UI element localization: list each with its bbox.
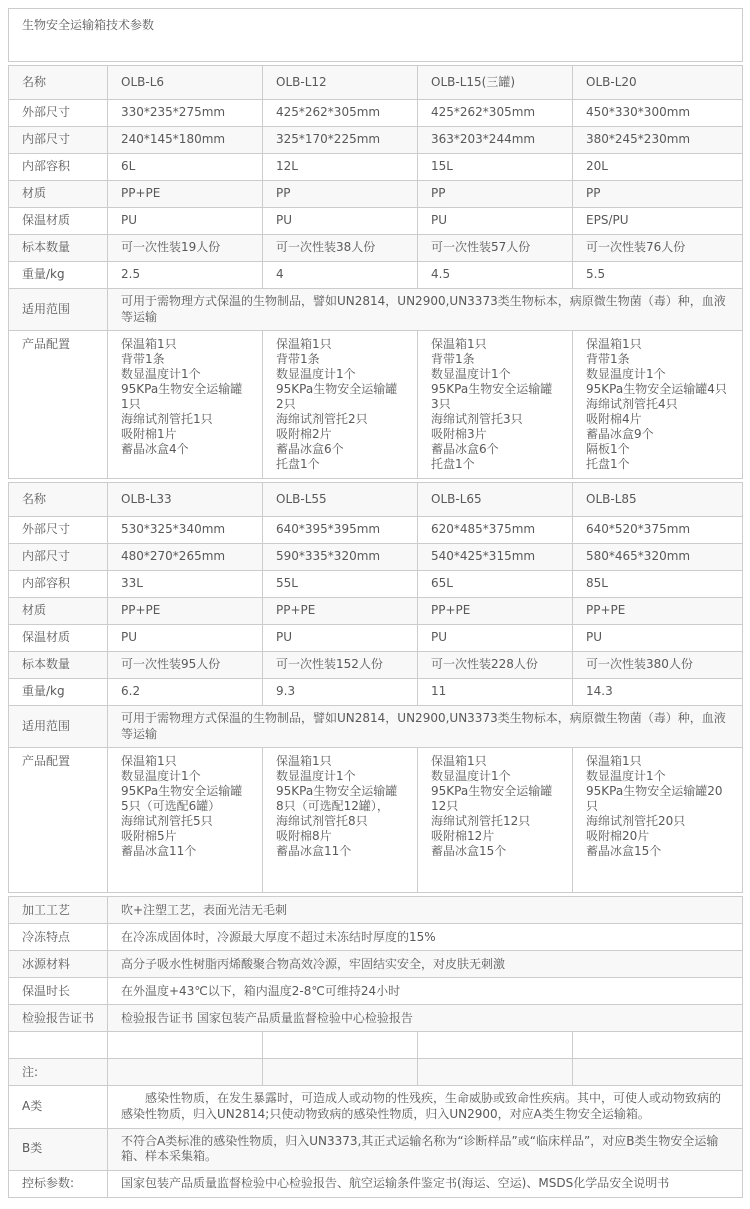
config-item: 数显温度计1个 xyxy=(431,367,511,382)
config-item: 吸附棉4片 xyxy=(586,412,642,427)
row-label-cell: 重量/kg xyxy=(9,262,108,289)
config-item: 数显温度计1个 xyxy=(276,769,356,784)
spec-table-small-models xyxy=(8,65,743,479)
table-row xyxy=(9,262,743,289)
row-label-cell: 产品配置 xyxy=(9,748,108,893)
data-cell: OLB-L12 xyxy=(263,66,418,100)
row-label-cell: 标本数量 xyxy=(9,652,108,679)
config-item: 海绵试剂管托12只 xyxy=(431,814,531,829)
data-cell: 6.2 xyxy=(108,679,263,706)
data-cell: PP xyxy=(573,181,743,208)
config-item: 数显温度计1个 xyxy=(121,367,201,382)
config-item: 保温箱1只 xyxy=(431,337,487,352)
config-item: 95KPa生物安全运输罐4只 xyxy=(586,382,727,397)
data-cell: OLB-L33 xyxy=(108,483,263,517)
config-item: 海绵试剂管托2只 xyxy=(276,412,368,427)
row-label-cell: 内部尺寸 xyxy=(9,544,108,571)
table-row xyxy=(9,208,743,235)
config-item: 保温箱1只 xyxy=(431,754,487,769)
data-cell: 2.5 xyxy=(108,262,263,289)
data-cell: PU xyxy=(418,625,573,652)
config-item: 蓄晶冰盒11个 xyxy=(121,844,197,859)
row-label-cell: 加工工艺 xyxy=(9,897,108,924)
data-cell: 85L xyxy=(573,571,743,598)
data-cell xyxy=(418,748,573,893)
data-cell: 可一次性装19人份 xyxy=(108,235,263,262)
config-item: 托盘1个 xyxy=(276,457,320,472)
config-item: 95KPa生物安全运输罐8只（可选配12罐）， xyxy=(276,784,398,814)
config-item: 保温箱1只 xyxy=(276,337,332,352)
data-cell: PP xyxy=(263,181,418,208)
data-cell xyxy=(263,1059,418,1086)
config-item: 托盘1个 xyxy=(586,457,630,472)
config-item: 95KPa生物安全运输罐20只 xyxy=(586,784,723,814)
row-label-cell: 适用范围 xyxy=(9,706,108,748)
config-item: 数显温度计1个 xyxy=(276,367,356,382)
data-cell: PP xyxy=(418,181,573,208)
row-label-cell: A类 xyxy=(9,1086,108,1128)
data-cell: 可一次性装57人份 xyxy=(418,235,573,262)
data-cell: 580*465*320mm xyxy=(573,544,743,571)
table-row xyxy=(9,571,743,598)
data-cell: OLB-L6 xyxy=(108,66,263,100)
config-item: 95KPa生物安全运输罐12只 xyxy=(431,784,553,814)
data-cell xyxy=(263,748,418,893)
data-cell xyxy=(108,1059,263,1086)
table-row xyxy=(9,625,743,652)
config-item: 蓄晶冰盒15个 xyxy=(586,844,662,859)
data-cell: 325*170*225mm xyxy=(263,127,418,154)
row-label-cell: 内部尺寸 xyxy=(9,127,108,154)
data-cell-merged: 国家包装产品质量监督检验中心检验报告、航空运输条件鉴定书(海运、空运)、MSDS化学品安全说明书 xyxy=(108,1170,743,1197)
config-item: 数显温度计1个 xyxy=(121,769,201,784)
data-cell-merged: 感染性物质，在发生暴露时，可造成人或动物的性残疾，生命威胁或致命性疾病。其中，可使人或动物致病的感染性物质，归入UN2814;只使动物致病的感染性物质，归入UN2900，对应A类生物安全运输箱。 xyxy=(108,1086,743,1128)
row-label-cell: 冷冻特点 xyxy=(9,924,108,951)
table-row xyxy=(9,181,743,208)
config-item: 吸附棉8片 xyxy=(276,829,332,844)
row-label-cell: 标本数量 xyxy=(9,235,108,262)
data-cell: 可一次性装76人份 xyxy=(573,235,743,262)
config-item: 吸附棉2片 xyxy=(276,427,332,442)
data-cell xyxy=(573,748,743,893)
config-item: 数显温度计1个 xyxy=(586,367,666,382)
table-row xyxy=(9,289,743,331)
data-cell xyxy=(573,1059,743,1086)
row-label-cell: 名称 xyxy=(9,66,108,100)
table-row xyxy=(9,100,743,127)
row-label-cell: 外部尺寸 xyxy=(9,100,108,127)
data-cell: 20L xyxy=(573,154,743,181)
row-label-cell: 保温材质 xyxy=(9,208,108,235)
data-cell: PU xyxy=(108,208,263,235)
data-cell xyxy=(573,1032,743,1059)
config-item: 数显温度计1个 xyxy=(431,769,511,784)
table-row xyxy=(9,897,743,924)
config-item: 隔板1个 xyxy=(586,442,630,457)
data-cell: 可一次性装152人份 xyxy=(263,652,418,679)
data-cell: PU xyxy=(108,625,263,652)
row-label-cell: 适用范围 xyxy=(9,289,108,331)
row-label-cell: 重量/kg xyxy=(9,679,108,706)
data-cell: 330*235*275mm xyxy=(108,100,263,127)
config-item: 吸附棉20片 xyxy=(586,829,650,844)
data-cell xyxy=(108,748,263,893)
data-cell-merged: 高分子吸水性树脂丙烯酸聚合物高效冷源，牢固结实安全，对皮肤无刺激 xyxy=(108,951,743,978)
config-item: 数显温度计1个 xyxy=(586,769,666,784)
info-table xyxy=(8,896,743,1197)
table-row xyxy=(9,9,743,62)
data-cell: OLB-L65 xyxy=(418,483,573,517)
config-item: 背带1条 xyxy=(276,352,320,367)
table-row xyxy=(9,1005,743,1032)
table-row xyxy=(9,66,743,100)
config-item: 海绵试剂管托1只 xyxy=(121,412,213,427)
data-cell: 可一次性装95人份 xyxy=(108,652,263,679)
table-row xyxy=(9,1032,743,1059)
data-cell: PU xyxy=(573,625,743,652)
data-cell: 425*262*305mm xyxy=(418,100,573,127)
data-cell xyxy=(108,1032,263,1059)
table-row xyxy=(9,154,743,181)
title-table xyxy=(8,8,743,62)
row-label-cell: 内部容积 xyxy=(9,154,108,181)
data-cell: 620*485*375mm xyxy=(418,517,573,544)
table-row xyxy=(9,748,743,893)
table-row xyxy=(9,598,743,625)
config-item: 保温箱1只 xyxy=(121,337,177,352)
config-item: 吸附棉12片 xyxy=(431,829,495,844)
data-cell: EPS/PU xyxy=(573,208,743,235)
data-cell: 55L xyxy=(263,571,418,598)
config-item: 保温箱1只 xyxy=(586,754,642,769)
config-item: 蓄晶冰盒4个 xyxy=(121,442,189,457)
table-row xyxy=(9,127,743,154)
data-cell: 640*520*375mm xyxy=(573,517,743,544)
data-cell xyxy=(263,331,418,479)
data-cell: 6L xyxy=(108,154,263,181)
data-cell: OLB-L15(三罐) xyxy=(418,66,573,100)
row-label-cell: 注: xyxy=(9,1059,108,1086)
data-cell: 12L xyxy=(263,154,418,181)
data-cell-merged: 检验报告证书 国家包装产品质量监督检验中心检验报告 xyxy=(108,1005,743,1032)
table-row xyxy=(9,679,743,706)
data-cell xyxy=(263,1032,418,1059)
data-cell: 380*245*230mm xyxy=(573,127,743,154)
data-cell: 4 xyxy=(263,262,418,289)
data-cell: 640*395*395mm xyxy=(263,517,418,544)
config-item: 背带1条 xyxy=(431,352,475,367)
table-row xyxy=(9,517,743,544)
data-cell-merged: 不符合A类标准的感染性物质，归入UN3373,其正式运输名称为“诊断样品”或“临床样品”，对应B类生物安全运输箱、样本采集箱。 xyxy=(108,1128,743,1170)
data-cell: PP+PE xyxy=(263,598,418,625)
table-row xyxy=(9,706,743,748)
config-item: 95KPa生物安全运输罐2只 xyxy=(276,382,398,412)
row-label-cell: 内部容积 xyxy=(9,571,108,598)
table-row xyxy=(9,483,743,517)
data-cell: 14.3 xyxy=(573,679,743,706)
data-cell: OLB-L20 xyxy=(573,66,743,100)
data-cell: 可一次性装380人份 xyxy=(573,652,743,679)
config-item: 蓄晶冰盒15个 xyxy=(431,844,507,859)
data-cell: 240*145*180mm xyxy=(108,127,263,154)
data-cell xyxy=(108,331,263,479)
data-cell-merged: 在冷冻成固体时，冷源最大厚度不超过未冻结时厚度的15% xyxy=(108,924,743,951)
config-item: 海绵试剂管托20只 xyxy=(586,814,686,829)
row-label-cell: 材质 xyxy=(9,181,108,208)
row-label-cell: 外部尺寸 xyxy=(9,517,108,544)
row-label-cell: 产品配置 xyxy=(9,331,108,479)
row-label-cell xyxy=(9,1032,108,1059)
config-item: 保温箱1只 xyxy=(121,754,177,769)
config-item: 95KPa生物安全运输罐1只 xyxy=(121,382,243,412)
data-cell: 5.5 xyxy=(573,262,743,289)
config-item: 吸附棉1片 xyxy=(121,427,177,442)
data-cell xyxy=(418,1059,573,1086)
data-cell: 11 xyxy=(418,679,573,706)
table-row xyxy=(9,1128,743,1170)
config-item: 海绵试剂管托8只 xyxy=(276,814,368,829)
data-cell: 33L xyxy=(108,571,263,598)
data-cell-merged: 可用于需物理方式保温的生物制品，譬如UN2814，UN2900,UN3373类生物标本，病原微生物菌（毒）种，血液等运输 xyxy=(108,706,743,748)
data-cell: 4.5 xyxy=(418,262,573,289)
data-cell: 530*325*340mm xyxy=(108,517,263,544)
data-cell: PU xyxy=(263,208,418,235)
table-row xyxy=(9,1170,743,1197)
config-item: 保温箱1只 xyxy=(586,337,642,352)
page-title: 生物安全运输箱技术参数 xyxy=(9,9,743,62)
table-row xyxy=(9,1059,743,1086)
config-item: 保温箱1只 xyxy=(276,754,332,769)
data-cell: PP+PE xyxy=(108,598,263,625)
data-cell: 540*425*315mm xyxy=(418,544,573,571)
data-cell: 450*330*300mm xyxy=(573,100,743,127)
row-label-cell: 检验报告证书 xyxy=(9,1005,108,1032)
config-item: 蓄晶冰盒11个 xyxy=(276,844,352,859)
data-cell: OLB-L85 xyxy=(573,483,743,517)
config-item: 95KPa生物安全运输罐5只（可选配6罐） xyxy=(121,784,243,814)
data-cell: PU xyxy=(418,208,573,235)
config-item: 吸附棉3片 xyxy=(431,427,487,442)
config-item: 蓄晶冰盒6个 xyxy=(431,442,499,457)
data-cell: PP+PE xyxy=(573,598,743,625)
config-item: 海绵试剂管托3只 xyxy=(431,412,523,427)
data-cell: 可一次性装228人份 xyxy=(418,652,573,679)
data-cell: 65L xyxy=(418,571,573,598)
config-item: 托盘1个 xyxy=(431,457,475,472)
config-item: 蓄晶冰盒9个 xyxy=(586,427,654,442)
config-item: 吸附棉5片 xyxy=(121,829,177,844)
data-cell: PP+PE xyxy=(108,181,263,208)
data-cell: 可一次性装38人份 xyxy=(263,235,418,262)
table-row xyxy=(9,331,743,479)
config-item: 海绵试剂管托4只 xyxy=(586,397,678,412)
row-label-cell: 材质 xyxy=(9,598,108,625)
data-cell xyxy=(418,1032,573,1059)
row-label-cell: 保温时长 xyxy=(9,978,108,1005)
data-cell xyxy=(573,331,743,479)
table-row xyxy=(9,544,743,571)
data-cell: 15L xyxy=(418,154,573,181)
data-cell: 590*335*320mm xyxy=(263,544,418,571)
tables-host xyxy=(8,8,742,1198)
row-label-cell: 名称 xyxy=(9,483,108,517)
data-cell: 363*203*244mm xyxy=(418,127,573,154)
table-row xyxy=(9,1086,743,1128)
table-row xyxy=(9,924,743,951)
row-label-cell: 控标参数: xyxy=(9,1170,108,1197)
table-row xyxy=(9,652,743,679)
row-label-cell: 保温材质 xyxy=(9,625,108,652)
row-label-cell: 冰源材料 xyxy=(9,951,108,978)
data-cell: 480*270*265mm xyxy=(108,544,263,571)
data-cell-merged: 吹+注塑工艺，表面光洁无毛刺 xyxy=(108,897,743,924)
config-item: 蓄晶冰盒6个 xyxy=(276,442,344,457)
spec-table-large-models xyxy=(8,482,743,893)
data-cell: 425*262*305mm xyxy=(263,100,418,127)
row-label-cell: B类 xyxy=(9,1128,108,1170)
table-row xyxy=(9,235,743,262)
data-cell xyxy=(418,331,573,479)
config-item: 背带1条 xyxy=(121,352,165,367)
config-item: 95KPa生物安全运输罐3只 xyxy=(431,382,553,412)
data-cell: 9.3 xyxy=(263,679,418,706)
data-cell: PU xyxy=(263,625,418,652)
data-cell-merged: 在外温度+43℃以下，箱内温度2-8℃可维持24小时 xyxy=(108,978,743,1005)
data-cell: OLB-L55 xyxy=(263,483,418,517)
table-row xyxy=(9,978,743,1005)
table-row xyxy=(9,951,743,978)
data-cell-merged: 可用于需物理方式保温的生物制品，譬如UN2814，UN2900,UN3373类生物标本，病原微生物菌（毒）种，血液等运输 xyxy=(108,289,743,331)
config-item: 海绵试剂管托5只 xyxy=(121,814,213,829)
data-cell: PP+PE xyxy=(418,598,573,625)
config-item: 背带1条 xyxy=(586,352,630,367)
